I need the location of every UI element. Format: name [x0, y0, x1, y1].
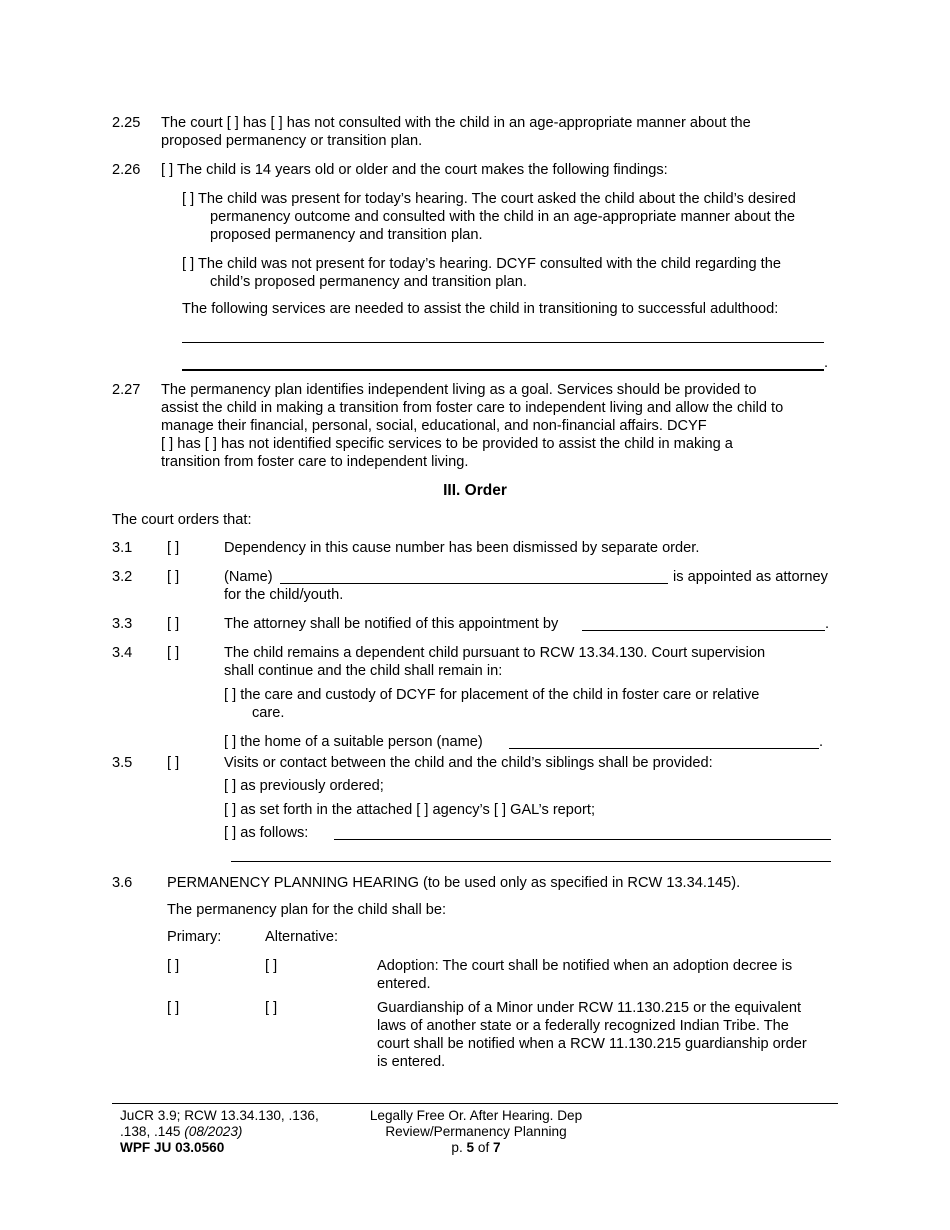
checkbox[interactable]: [ ] [167, 569, 180, 585]
checkbox[interactable]: [ ] [167, 540, 180, 556]
period: . [825, 616, 830, 632]
checkbox[interactable]: [ ] [167, 616, 180, 632]
paragraph-line: is appointed as attorney [673, 569, 828, 585]
period: . [819, 734, 824, 750]
section-title: PERMANENCY PLANNING HEARING (to be used only as specified in RCW 13.34.145). [167, 875, 741, 891]
section-number: 3.3 [112, 616, 133, 632]
primary-column-label: Primary: [167, 929, 222, 945]
page-total: 7 [493, 1140, 501, 1155]
plan-option-line: Guardianship of a Minor under RCW 11.130.215 or the equivalent [377, 1000, 802, 1016]
option-line: [ ] as previously ordered; [224, 778, 384, 794]
footer-form-title: Legally Free Or. After Hearing. Dep [369, 1108, 583, 1123]
paragraph-line: transition from foster care to independent living. [161, 454, 469, 470]
suitable-person-fill-line[interactable] [509, 748, 819, 749]
primary-checkbox[interactable]: [ ] [167, 1000, 180, 1016]
paragraph-line: [ ] The child is 14 years old or older and the court makes the following findings: [161, 162, 668, 178]
option-line: proposed permanency and transition plan. [210, 227, 483, 243]
section-number: 2.26 [112, 162, 141, 178]
section-number: 2.27 [112, 382, 141, 398]
footer-page-number [336, 1140, 616, 1156]
order-heading: III. Order [443, 482, 507, 499]
page-of: of [477, 1140, 490, 1155]
paragraph-line: shall continue and the child shall remain in: [224, 663, 503, 679]
section-number: 3.5 [112, 755, 133, 771]
footer-divider [112, 1103, 838, 1104]
period: . [824, 355, 829, 371]
plan-option-line: entered. [377, 976, 431, 992]
paragraph-line: The permanency plan for the child shall be: [167, 902, 447, 918]
page-current: 5 [466, 1140, 475, 1155]
name-label: (Name) [224, 569, 273, 585]
paragraph-line: The court [ ] has [ ] has not consulted with the child in an age-appropriate manner about the [161, 115, 751, 131]
notify-fill-line[interactable] [582, 630, 825, 631]
alternative-checkbox[interactable]: [ ] [265, 958, 278, 974]
footer-citation: JuCR 3.9; RCW 13.34.130, .136, [120, 1108, 319, 1123]
as-follows-fill-line[interactable] [231, 861, 831, 862]
name-fill-line[interactable] [280, 583, 668, 584]
option-line: permanency outcome and consulted with the child in an age-appropriate manner about the [210, 209, 795, 225]
paragraph-line: manage their financial, personal, social, educational, and non-financial affairs. DCYF [161, 418, 707, 434]
option-line: child’s proposed permanency and transition plan. [210, 274, 527, 290]
paragraph-line: The attorney shall be notified of this appointment by [224, 616, 559, 632]
section-number: 3.2 [112, 569, 133, 585]
services-fill-line[interactable] [182, 369, 824, 371]
footer-left [120, 1108, 360, 1156]
footer-revision-date: (08/2023) [184, 1124, 243, 1139]
option-line: [ ] as follows: [224, 825, 309, 841]
plan-option-line: is entered. [377, 1054, 446, 1070]
alternative-column-label: Alternative: [265, 929, 339, 945]
paragraph-line: proposed permanency or transition plan. [161, 133, 423, 149]
checkbox[interactable]: [ ] [167, 645, 180, 661]
option-line: [ ] the home of a suitable person (name) [224, 734, 483, 750]
option-line: care. [252, 705, 285, 721]
footer-citation-part: .138, .145 [120, 1124, 181, 1139]
alternative-checkbox[interactable]: [ ] [265, 1000, 278, 1016]
plan-option-line: Adoption: The court shall be notified when an adoption decree is [377, 958, 793, 974]
paragraph-line: The permanency plan identifies independent living as a goal. Services should be provided to [161, 382, 757, 398]
as-follows-fill-line[interactable] [334, 839, 831, 840]
paragraph-line: [ ] has [ ] has not identified specific services to be provided to assist the child in making a [161, 436, 733, 452]
services-fill-line[interactable] [182, 342, 824, 343]
paragraph-line: for the child/youth. [224, 587, 344, 603]
footer-middle [336, 1108, 616, 1156]
plan-option-line: court shall be notified when a RCW 11.130.215 guardianship order [377, 1036, 807, 1052]
footer-citation-cont [120, 1124, 360, 1140]
option-line: [ ] The child was present for today’s hearing. The court asked the child about the child’s desired [182, 191, 796, 207]
paragraph-line: assist the child in making a transition from foster care to independent living and allow the child to [161, 400, 784, 416]
option-line: [ ] The child was not present for today’s hearing. DCYF consulted with the child regarding the [182, 256, 781, 272]
page-prefix: p. [451, 1140, 463, 1155]
paragraph-line: Dependency in this cause number has been dismissed by separate order. [224, 540, 700, 556]
checkbox[interactable]: [ ] [167, 755, 180, 771]
footer-form-subtitle: Review/Permanency Planning [385, 1124, 567, 1139]
court-orders-intro: The court orders that: [112, 512, 252, 528]
option-line: [ ] the care and custody of DCYF for placement of the child in foster care or relative [224, 687, 760, 703]
paragraph-line: The child remains a dependent child pursuant to RCW 13.34.130. Court supervision [224, 645, 766, 661]
footer-form-number: WPF JU 03.0560 [120, 1140, 225, 1155]
section-number: 3.6 [112, 875, 133, 891]
section-number: 3.1 [112, 540, 133, 556]
plan-option-line: laws of another state or a federally recognized Indian Tribe. The [377, 1018, 789, 1034]
services-label: The following services are needed to assist the child in transitioning to successful adulthood: [182, 301, 779, 317]
paragraph-line: Visits or contact between the child and the child’s siblings shall be provided: [224, 755, 713, 771]
section-number: 2.25 [112, 115, 141, 131]
option-line: [ ] as set forth in the attached [ ] agency’s [ ] GAL’s report; [224, 802, 595, 818]
primary-checkbox[interactable]: [ ] [167, 958, 180, 974]
section-number: 3.4 [112, 645, 133, 661]
